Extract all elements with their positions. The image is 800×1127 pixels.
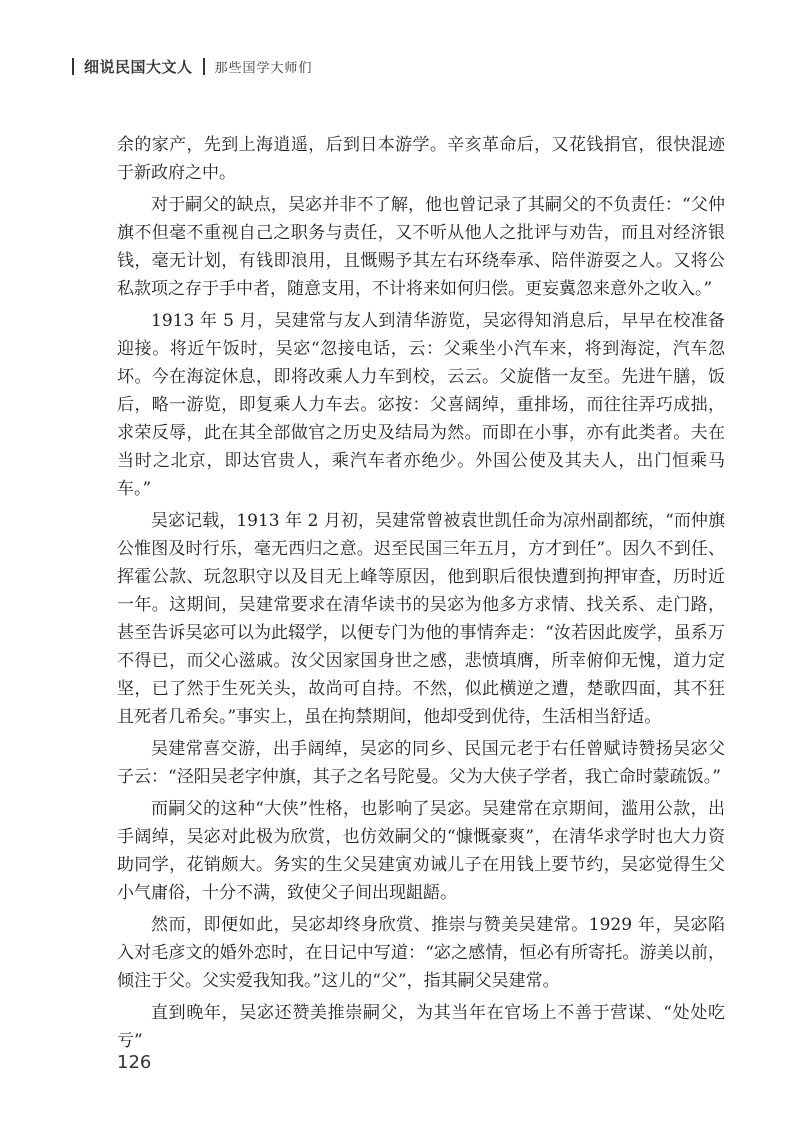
paragraph: 吴宓记载，1913 年 2 月初，吴建常曾被袁世凯任命为凉州副都统，“而仲旗公惟图及时行乐，毫无西归之意。迟至民国三年五月，方才到任”。因久不到任、挥霍公款、玩忽职守以及目无上峰等原因，他到职后很快遭到拘押审查，历时近一年。这期间，吴建常要求在清华读书的吴宓为他多方求情、找关系、走门路，甚至告诉吴宓可以为此辍学，以便专门为他的事情奔走：“汝若因此废学，虽系万不得已，而父心滋戚。汝父因家国身世之感，悲愤填膺，所幸俯仰无愧，道力定坚，已了然于生死关头，故尚可自持。不然，似此横逆之遭，楚歌四面，其不狂且死者几希矣。”事实上，虽在拘禁期间，他却受到优待，生活相当舒适。 (117, 511, 725, 727)
body-text (117, 131, 725, 1059)
running-head (72, 54, 313, 78)
paragraph: 然而，即便如此，吴宓却终身欣赏、推崇与赞美吴建常。1929 年，吴宓陷入对毛彦文的婚外恋时，在日记中写道：“宓之感情，恒必有所寄托。游美以前，倾注于父。父实爱我知我。”这儿的“父”，指其嗣父吴建常。 (117, 915, 725, 991)
book-title: 细说民国大文人 (84, 57, 193, 76)
paragraph: 1913 年 5 月，吴建常与友人到清华游览，吴宓得知消息后，早早在校准备迎接。将近午饭时，吴宓“忽接电话，云：父乘坐小汽车来，将到海淀，汽车忽坏。今在海淀休息，即将改乘人力车到校，云云。父旋偕一友至。先进午膳，饭后，略一游览，即复乘人力车去。宓按：父喜阔绰，重排场，而往往弄巧成拙，求荣反辱，此在其全部做官之历史及结局为然。而即在小事，亦有此类者。夫在当时之北京，即达官贵人，乘汽车者亦绝少。外国公使及其夫人，出门恒乘马车。” (117, 311, 725, 499)
paragraph: 直到晚年，吴宓还赞美推崇嗣父，为其当年在官场上不善于营谋、“处处吃亏” (117, 1003, 725, 1051)
paragraph-continued: 余的家产，先到上海逍遥，后到日本游学。辛亥革命后，又花钱捐官，很快混迹于新政府之中。 (117, 135, 725, 183)
paragraph: 而嗣父的这种“大侠”性格，也影响了吴宓。吴建常在京期间，滥用公款，出手阔绰，吴宓对此极为欣赏，也仿效嗣父的“慷慨豪爽”，在清华求学时也大力资助同学，花销颇大。务实的生父吴建寅劝诫儿子在用钱上要节约，吴宓觉得生父小气庸俗，十分不满，致使父子间出现龃龉。 (117, 799, 725, 903)
paragraph: 对于嗣父的缺点，吴宓并非不了解，他也曾记录了其嗣父的不负责任：“父仲旗不但毫不重视自己之职务与责任，又不听从他人之批评与劝告，而且对经济银钱，毫无计划，有钱即浪用，且慨赐予其左右环绕奉承、陪伴游耍之人。又将公私款项之存于手中者，随意支用，不计将来如何归偿。更妄冀忽来意外之收入。” (117, 195, 725, 299)
running-head-left-rule (72, 58, 74, 75)
chapter-title: 那些国学大师们 (214, 60, 313, 76)
page-number: 126 (117, 1052, 152, 1073)
running-head-divider (203, 58, 205, 75)
paragraph: 吴建常喜交游，出手阔绰，吴宓的同乡、民国元老于右任曾赋诗赞扬吴宓父子云：“泾阳吴老字仲旗，其子之名号陀曼。父为大侠子学者，我亡命时蒙疏饭。” (117, 739, 725, 787)
